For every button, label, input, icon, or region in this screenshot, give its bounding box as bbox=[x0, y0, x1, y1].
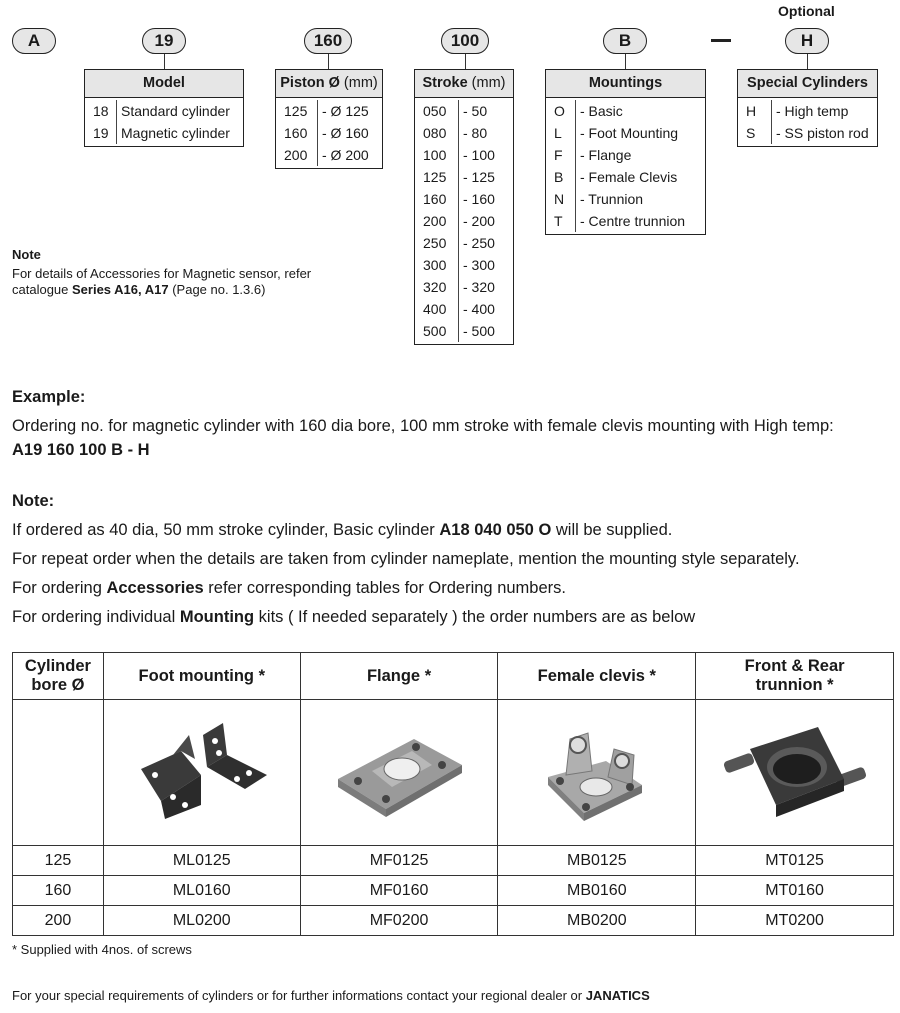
stroke-desc: - 125 bbox=[463, 169, 495, 185]
table-row bbox=[85, 122, 243, 144]
example-text: Ordering no. for magnetic cylinder with 160 dia bore, 100 mm stroke with female clevis mounting with High temp: bbox=[12, 417, 834, 435]
table-row bbox=[738, 100, 877, 122]
mounting-code: O bbox=[546, 100, 576, 122]
piston-desc: - Ø 200 bbox=[322, 147, 369, 163]
table-row bbox=[415, 210, 513, 232]
header-trunnion-line: Front & Rear bbox=[744, 657, 845, 675]
stroke-desc: - 100 bbox=[463, 147, 495, 163]
table-row bbox=[415, 320, 513, 342]
sensor-note-text-part: catalogue bbox=[12, 282, 72, 297]
optional-label: Optional bbox=[778, 3, 835, 19]
note-text-part: For ordering individual bbox=[12, 608, 180, 626]
piston-table bbox=[275, 69, 383, 169]
foot-code-cell: ML0125 bbox=[103, 846, 300, 876]
table-row bbox=[546, 122, 705, 144]
mounting-desc: - Foot Mounting bbox=[580, 125, 679, 141]
header-clevis: Female clevis * bbox=[498, 653, 696, 700]
foot-mounting-image bbox=[103, 700, 300, 846]
stroke-desc: - 80 bbox=[463, 125, 488, 141]
piston-unit: (mm) bbox=[343, 75, 378, 91]
stroke-code: 050 bbox=[415, 100, 459, 122]
contact-text: For your special requirements of cylinders or for further informations contact your regional dealer or bbox=[12, 988, 586, 1003]
note-heading: Note: bbox=[12, 492, 55, 510]
header-bore-line: bore Ø bbox=[31, 676, 85, 694]
flange-plate-icon bbox=[324, 715, 474, 825]
sensor-note-text bbox=[12, 266, 352, 298]
code-model-pill: 19 bbox=[142, 28, 186, 54]
stroke-connector bbox=[465, 54, 466, 70]
table-row bbox=[415, 298, 513, 320]
code-mounting-pill: B bbox=[603, 28, 647, 54]
piston-desc: - Ø 160 bbox=[322, 125, 369, 141]
stroke-desc: - 300 bbox=[463, 257, 495, 273]
table-row bbox=[546, 166, 705, 188]
mounting-desc: - Female Clevis bbox=[580, 169, 678, 185]
stroke-code: 320 bbox=[415, 276, 459, 298]
code-special-pill: H bbox=[785, 28, 829, 54]
table-row bbox=[276, 122, 382, 144]
piston-code: 125 bbox=[276, 100, 318, 122]
header-flange: Flange * bbox=[300, 653, 498, 700]
stroke-code: 125 bbox=[415, 166, 459, 188]
stroke-code: 300 bbox=[415, 254, 459, 276]
clevis-code-cell: MB0160 bbox=[498, 876, 696, 906]
sensor-note-text-part: (Page no. 1.3.6) bbox=[168, 282, 266, 297]
special-desc: - SS piston rod bbox=[776, 125, 869, 141]
mountings-table bbox=[545, 69, 706, 235]
piston-table-title bbox=[276, 70, 382, 98]
example-heading: Example: bbox=[12, 388, 86, 406]
bore-cell: 160 bbox=[13, 876, 104, 906]
stroke-code: 400 bbox=[415, 298, 459, 320]
stroke-table-title bbox=[415, 70, 513, 98]
note-text-part: For ordering bbox=[12, 579, 107, 597]
mounting-code: F bbox=[546, 144, 576, 166]
clevis-code-cell: MB0200 bbox=[498, 906, 696, 936]
mounting-kits-table bbox=[12, 652, 894, 936]
note-line-4 bbox=[12, 608, 695, 627]
screws-footnote: * Supplied with 4nos. of screws bbox=[12, 942, 192, 957]
model-table bbox=[84, 69, 244, 147]
table-row bbox=[415, 276, 513, 298]
sensor-note-series: Series A16, A17 bbox=[72, 282, 169, 297]
note-text-part: kits ( If needed separately ) the order numbers are as below bbox=[254, 608, 696, 626]
table-row bbox=[415, 100, 513, 122]
table-row bbox=[13, 906, 894, 936]
note-line-1 bbox=[12, 521, 672, 540]
table-row bbox=[276, 100, 382, 122]
special-connector bbox=[807, 54, 808, 70]
flange-code-cell: MF0200 bbox=[300, 906, 498, 936]
stroke-desc: - 160 bbox=[463, 191, 495, 207]
model-code: 18 bbox=[85, 100, 117, 122]
model-desc: Magnetic cylinder bbox=[121, 125, 230, 141]
piston-title-text: Piston Ø bbox=[280, 75, 340, 91]
table-header-row bbox=[13, 653, 894, 700]
stroke-code: 200 bbox=[415, 210, 459, 232]
mounting-desc: - Centre trunnion bbox=[580, 213, 686, 229]
example-code: A19 160 100 B - H bbox=[12, 441, 150, 459]
trunnion-code-cell: MT0160 bbox=[696, 876, 894, 906]
mounting-desc: - Flange bbox=[580, 147, 632, 163]
sensor-note-heading: Note bbox=[12, 247, 41, 262]
special-code: H bbox=[738, 100, 772, 122]
table-row bbox=[546, 100, 705, 122]
table-row bbox=[276, 144, 382, 166]
stroke-code: 160 bbox=[415, 188, 459, 210]
stroke-unit: (mm) bbox=[471, 75, 506, 91]
foot-bracket-icon bbox=[127, 715, 277, 825]
stroke-desc: - 500 bbox=[463, 323, 495, 339]
note-line-2: For repeat order when the details are taken from cylinder nameplate, mention the mounting style separately. bbox=[12, 550, 800, 568]
table-row bbox=[415, 166, 513, 188]
trunnion-icon bbox=[720, 715, 870, 825]
note-text-part: refer corresponding tables for Ordering numbers. bbox=[203, 579, 566, 597]
stroke-desc: - 400 bbox=[463, 301, 495, 317]
flange-code-cell: MF0125 bbox=[300, 846, 498, 876]
note-text-part: If ordered as 40 dia, 50 mm stroke cylinder, Basic cylinder bbox=[12, 521, 440, 539]
mountings-table-title: Mountings bbox=[546, 70, 705, 98]
trunnion-code-cell: MT0125 bbox=[696, 846, 894, 876]
female-clevis-image bbox=[498, 700, 696, 846]
model-table-title: Model bbox=[85, 70, 243, 98]
sensor-note-line: For details of Accessories for Magnetic sensor, refer bbox=[12, 266, 312, 281]
flange-image bbox=[300, 700, 498, 846]
header-bore bbox=[13, 653, 104, 700]
table-row bbox=[415, 254, 513, 276]
header-trunnion-line: trunnion * bbox=[755, 676, 834, 694]
stroke-code: 100 bbox=[415, 144, 459, 166]
stroke-title-text: Stroke bbox=[422, 75, 468, 91]
mounting-code: B bbox=[546, 166, 576, 188]
table-row bbox=[415, 122, 513, 144]
special-code: S bbox=[738, 122, 772, 144]
stroke-code: 250 bbox=[415, 232, 459, 254]
piston-code: 200 bbox=[276, 144, 318, 166]
flange-code-cell: MF0160 bbox=[300, 876, 498, 906]
model-code: 19 bbox=[85, 122, 117, 144]
table-row bbox=[415, 232, 513, 254]
clevis-icon bbox=[522, 715, 672, 825]
note-line-3 bbox=[12, 579, 566, 598]
piston-desc: - Ø 125 bbox=[322, 103, 369, 119]
table-row bbox=[85, 100, 243, 122]
trunnion-image bbox=[696, 700, 894, 846]
table-row bbox=[738, 122, 877, 144]
table-row bbox=[415, 144, 513, 166]
table-row bbox=[546, 188, 705, 210]
model-connector bbox=[164, 54, 165, 70]
stroke-desc: - 200 bbox=[463, 213, 495, 229]
stroke-desc: - 320 bbox=[463, 279, 495, 295]
bore-cell: 125 bbox=[13, 846, 104, 876]
contact-footnote bbox=[12, 988, 650, 1003]
header-trunnion bbox=[696, 653, 894, 700]
piston-connector bbox=[328, 54, 329, 70]
mounting-desc: - Basic bbox=[580, 103, 623, 119]
sensor-note-line bbox=[12, 282, 352, 298]
stroke-code: 080 bbox=[415, 122, 459, 144]
table-row bbox=[415, 188, 513, 210]
table-row bbox=[13, 876, 894, 906]
model-desc: Standard cylinder bbox=[121, 103, 230, 119]
company-name: JANATICS bbox=[585, 988, 650, 1003]
code-series-pill: A bbox=[12, 28, 56, 54]
header-foot: Foot mounting * bbox=[103, 653, 300, 700]
trunnion-code-cell: MT0200 bbox=[696, 906, 894, 936]
code-stroke-pill: 100 bbox=[441, 28, 489, 54]
stroke-desc: - 50 bbox=[463, 103, 488, 119]
stroke-table bbox=[414, 69, 514, 345]
code-piston-pill: 160 bbox=[304, 28, 352, 54]
mounting-code: T bbox=[546, 210, 576, 232]
foot-code-cell: ML0160 bbox=[103, 876, 300, 906]
note-mounting: Mounting bbox=[179, 608, 255, 626]
special-table-title: Special Cylinders bbox=[738, 70, 877, 98]
special-desc: - High temp bbox=[776, 103, 849, 119]
table-row bbox=[546, 144, 705, 166]
header-bore-line: Cylinder bbox=[24, 657, 91, 675]
special-table bbox=[737, 69, 878, 147]
mountings-connector bbox=[625, 54, 626, 70]
mounting-code: L bbox=[546, 122, 576, 144]
code-dash bbox=[711, 39, 731, 42]
image-cell-empty bbox=[13, 700, 104, 846]
clevis-code-cell: MB0125 bbox=[498, 846, 696, 876]
mounting-code: N bbox=[546, 188, 576, 210]
table-row bbox=[546, 210, 705, 232]
stroke-desc: - 250 bbox=[463, 235, 495, 251]
mounting-desc: - Trunnion bbox=[580, 191, 644, 207]
note-basic-code: A18 040 050 O bbox=[439, 521, 552, 539]
note-accessories: Accessories bbox=[106, 579, 204, 597]
table-row bbox=[13, 846, 894, 876]
bore-cell: 200 bbox=[13, 906, 104, 936]
image-row bbox=[13, 700, 894, 846]
note-text-part: will be supplied. bbox=[551, 521, 673, 539]
piston-code: 160 bbox=[276, 122, 318, 144]
stroke-code: 500 bbox=[415, 320, 459, 342]
foot-code-cell: ML0200 bbox=[103, 906, 300, 936]
